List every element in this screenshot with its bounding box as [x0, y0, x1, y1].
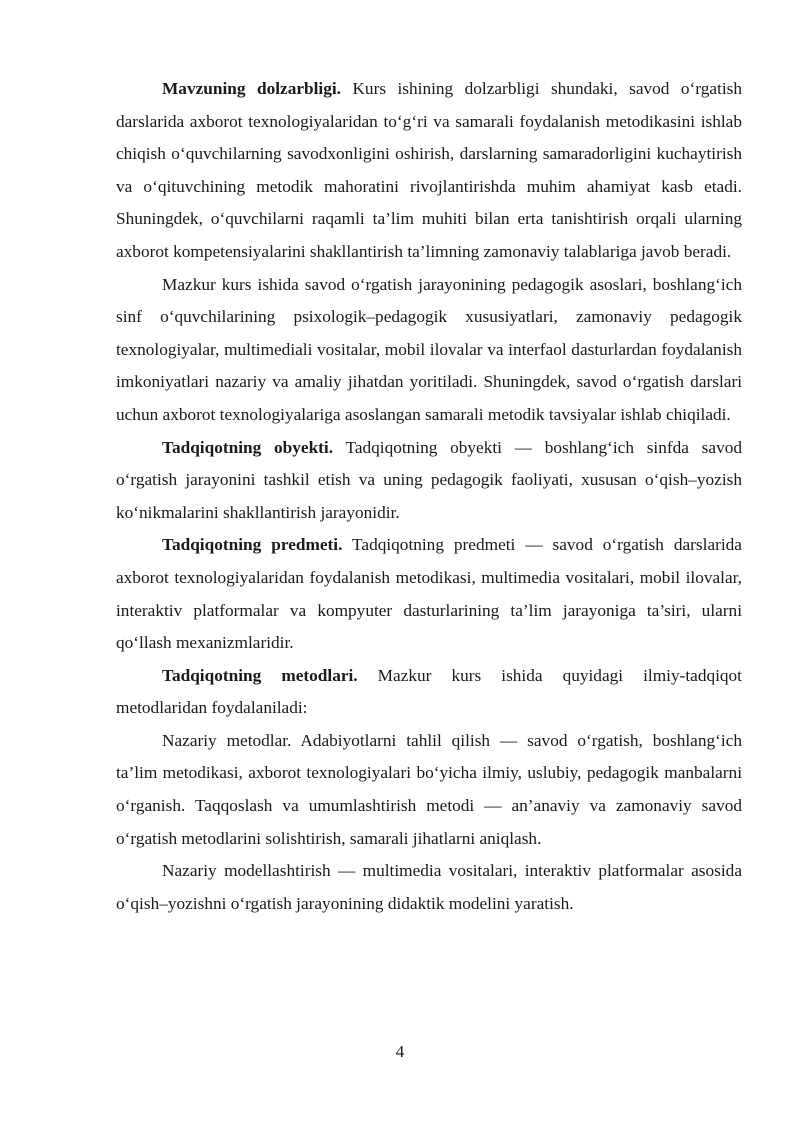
paragraph-text: Nazariy metodlar. Adabiyotlarni tahlil qilish — savod o‘rgatish, boshlang‘ich ta’lim metodikasi, axborot texnologiyalari bo‘yicha ilmiy, uslubiy, pedagogik manbalarni o‘rganish. Taqqoslash va umumlashtirish metodi — an’anaviy va zamonaviy savod o‘rgatish metodlarini solishtirish, samarali jihatlarni aniqlash. [116, 730, 742, 848]
paragraph-text: Mazkur kurs ishida savod o‘rgatish jarayonining pedagogik asoslari, boshlang‘ich sinf o‘quvchilarining psixologik–pedagogik xususiyatlari, zamonaviy pedagogik texnologiyalar, multimediali vositalar, mobil ilovalar va interfaol dasturlardan foydalanish imkoniyatlari nazariy va amaliy jihatdan yoritiladi. Shuningdek, savod o‘rgatish darslari uchun axborot texnologiyalariga asoslangan samarali metodik tavsiyalar ishlab chiqiladi. [116, 274, 742, 424]
paragraph-course-scope [116, 269, 742, 432]
paragraph-text: Tadqiqotning predmeti — savod o‘rgatish darslarida axborot texnologiyalaridan foydalanish metodikasi, multimedia vositalari, mobil ilovalar, interaktiv platformalar va kompyuter dasturlarining ta’lim jarayoniga ta’siri, ularni qo‘llash mexanizmlaridir. [116, 535, 742, 653]
paragraph-text: Tadqiqotning obyekti — boshlang‘ich sinfda savod o‘rgatish jarayonini tashkil etish va uning pedagogik faoliyati, xususan o‘qish–yozish ko‘nikmalarini shakllantirish jarayonidir. [116, 437, 742, 522]
paragraph-heading-methods: Tadqiqotning metodlari. [162, 665, 358, 685]
paragraph-relevance [116, 73, 742, 269]
paragraph-text: Kurs ishining dolzarbligi shundaki, savod o‘rgatish darslarida axborot texnologiyalaridan to‘g‘ri va samarali foydalanish metodikasini ishlab chiqish o‘quvchilarning savodxonligini oshirish, darslarning samaradorligini kuchaytirish va o‘qituvchining metodik mahoratini rivojlantirishda muhim ahamiyat kasb etadi. Shuningdek, o‘quvchilarni raqamli ta’lim muhiti bilan erta tanishtirish orqali ularning axborot kompetensiyalarini shakllantirish ta’limning zamonaviy talablariga javob beradi. [116, 79, 742, 261]
paragraph-theoretical-methods [116, 725, 742, 855]
paragraph-heading-object: Tadqiqotning obyekti. [162, 437, 334, 457]
paragraph-research-subject [116, 529, 742, 659]
paragraph-theoretical-modelling [116, 855, 742, 920]
paragraph-heading-relevance: Mavzuning dolzarbligi. [162, 79, 341, 98]
paragraph-text: Mazkur kurs ishida quyidagi ilmiy-tadqiqot metodlaridan foydalaniladi: [116, 665, 742, 718]
paragraph-research-methods [116, 660, 742, 725]
page-number: 4 [395, 1042, 405, 1061]
page-body [116, 73, 742, 920]
paragraph-heading-subject: Tadqiqotning predmeti. [162, 535, 343, 555]
paragraph-text: Nazariy modellashtirish — multimedia vositalari, interaktiv platformalar asosida o‘qish–yozishni o‘rgatish jarayonining didaktik modelini yaratish. [116, 861, 742, 913]
paragraph-research-object [116, 432, 742, 530]
